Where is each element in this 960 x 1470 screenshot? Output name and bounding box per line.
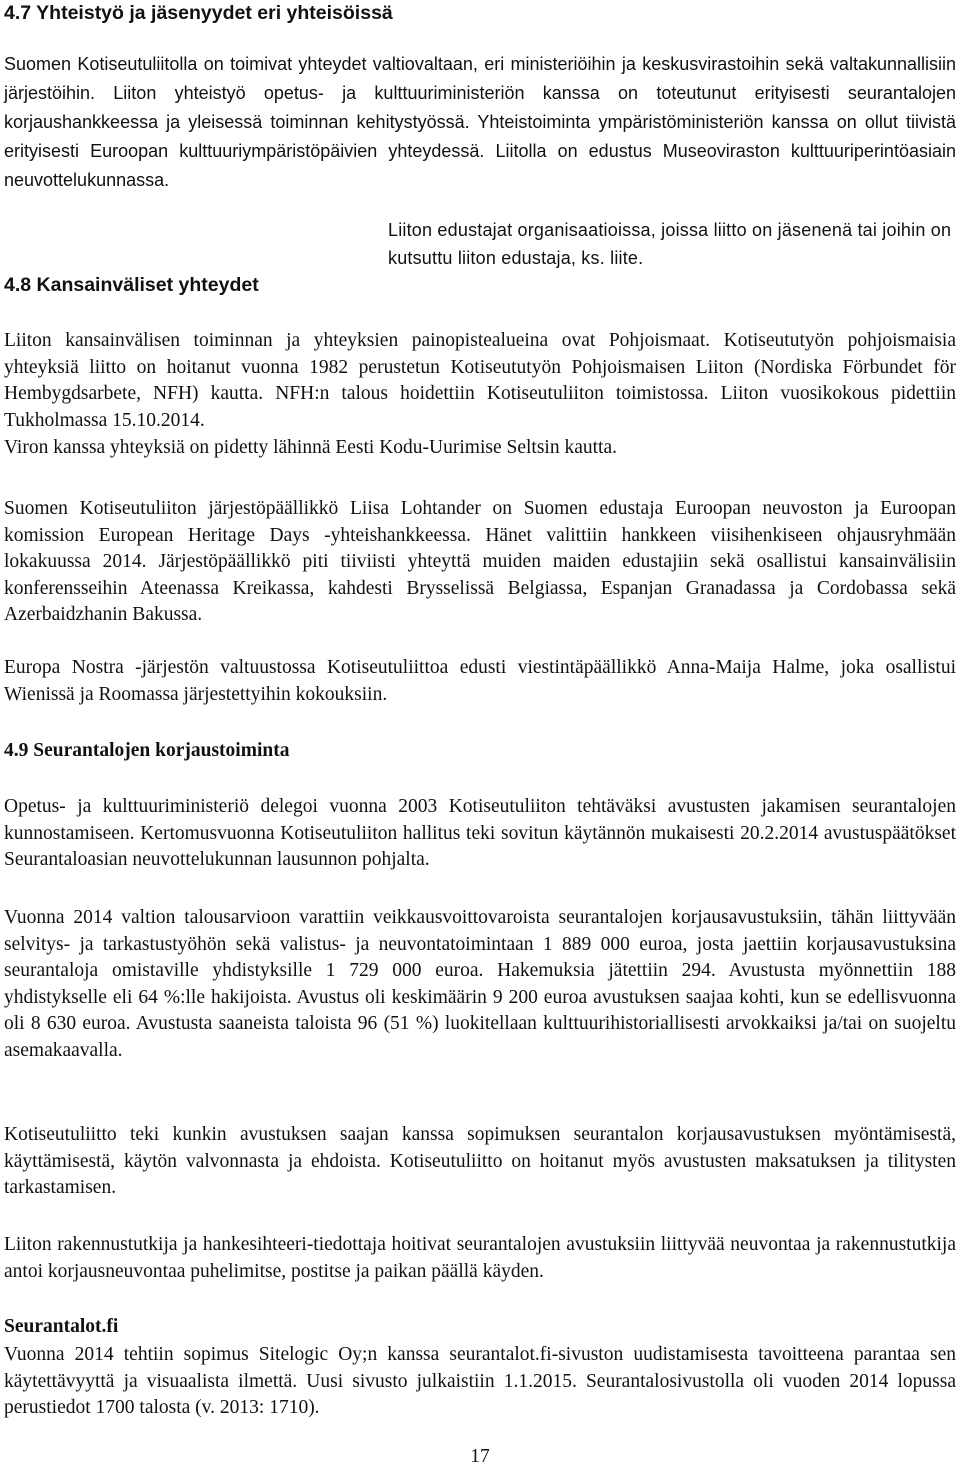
paragraph-europa-nostra: Europa Nostra -järjestön valtuustossa Kotiseutuliittoa edusti viestintäpäällikkö Anna-Maija Halme, joka osallistui Wienissä ja Roomassa järjestettyihin kokouksiin. — [4, 657, 956, 705]
paragraph-budget-2014: Vuonna 2014 valtion talousarvioon varattiin veikkausvoittovaroista seurantalojen korjausavustuksiin, tähän liittyvään selvitys- ja tarkastustyöhön sekä valistus- ja neuvontatoimintaan 1 889 000 euroa, josta jaettiin korjausavustuksina seurantaloja omistaville yhdistyksille 1 729 000 euroa. Hakemuksia jätettiin 294. Avustusta myönnettiin 188 yhdistykselle eli 64 %:lle hakijoista. Avustus oli keskimäärin 9 200 euroa avustuksen saajaa kohti, kun se edellisvuonna oli 8 630 euroa. Avustusta saaneista taloista 96 (51 %) luokitellaan kulttuurihistoriallisesti arvokkaiksi ja/tai on suojeltu asemakaavalla. — [4, 907, 956, 1061]
section-heading-4-9: 4.9 Seurantalojen korjaustoiminta — [4, 740, 290, 761]
paragraph-cooperation: Suomen Kotiseutuliitolla on toimivat yhteydet valtiovaltaan, eri ministeriöihin ja keskusvirastoihin sekä valtakunnallisiin järjestöihin. Liiton yhteistyö opetus- ja kulttuuriministeriön kanssa on toteutunut erityisesti seurantalojen korjaushankkeessa ja yleisessä toiminnan kehitystyössä. Yhteistoiminta ympäristöministeriön kanssa on ollut tiivistä erityisesti Euroopan kulttuuriympäristöpäivien yhteydessä. Liitolla on edustus Museoviraston kulttuuriperintöasiain neuvottelukunnassa. — [4, 54, 956, 190]
paragraph-estonia-relations: Viron kanssa yhteyksiä on pidetty lähinnä Eesti Kodu-Uurimise Seltsin kautta. — [4, 437, 617, 458]
paragraph-advisory: Liiton rakennustutkija ja hankesihteeri-tiedottaja hoitivat seurantalojen avustuksiin liittyvää neuvontaa ja rakennustutkija antoi korjausneuvontaa puhelimitse, postitse ja paikan päällä käyden. — [4, 1234, 956, 1282]
section-heading-4-8: 4.8 Kansainväliset yhteydet — [4, 274, 259, 296]
paragraph-delegation: Opetus- ja kulttuuriministeriö delegoi vuonna 2003 Kotiseutuliiton tehtäväksi avustusten jakamisen seurantalojen kunnostamiseen. Kertomusvuonna Kotiseutuliiton hallitus teki sovitun käytännön mukaisesti 20.2.2014 avustuspäätökset Seurantaloasian neuvottelukunnan lausunnon pohjalta. — [4, 796, 956, 870]
paragraph-nordic-relations: Liiton kansainvälisen toiminnan ja yhteyksien painopistealueina ovat Pohjoismaat. Kotiseututyön pohjoismaisia yhteyksiä liitto on hoitanut vuonna 1982 perustetun Kotiseututyön Pohjoismaisen Liiton (Nordiska Förbundet för Hembygdsarbete, NFH) kautta. NFH:n talous hoidettiin Kotiseutuliiton toimistossa. Liiton vuosikokous pidettiin Tukholmassa 15.10.2014. — [4, 330, 956, 431]
paragraph-european-heritage-days: Suomen Kotiseutuliiton järjestöpäällikkö Liisa Lohtander on Suomen edustaja Euroopan neuvoston ja Euroopan komission European Heritage Days -yhteishankkeessa. Hänet valittiin hankkeen viisihenkiseen ohjausryhmään lokakuussa 2014. Järjestöpäällikkö piti tiiviisti yhteyttä muiden maiden edustajiin sekä osallistui kansainvälisiin konferensseihin Ateenassa Kreikassa, kahdesti Brysselissä Belgiassa, Espanjan Granadassa ja Cordobassa sekä Azerbaidzhanin Bakussa. — [4, 498, 956, 625]
paragraph-agreements: Kotiseutuliitto teki kunkin avustuksen saajan kanssa sopimuksen seurantalon korjausavustuksen myöntämisestä, käyttämisestä, käytön valvonnasta ja ehdoista. Kotiseutuliitto on hoitanut myös avustusten maksatuksen ja tilitysten tarkastamisen. — [4, 1124, 956, 1198]
side-note-representatives: Liiton edustajat organisaatioissa, joissa liitto on jäsenenä tai joihin on kutsuttu liiton edustaja, ks. liite. — [388, 220, 952, 268]
page-number: 17 — [470, 1446, 490, 1467]
section-heading-4-7: 4.7 Yhteistyö ja jäsenyydet eri yhteisöissä — [4, 2, 393, 24]
paragraph-seurantalot-site: Vuonna 2014 tehtiin sopimus Sitelogic Oy;n kanssa seurantalot.fi-sivuston uudistamisesta tavoitteena parantaa sen käytettävyyttä ja visuaalista ilmettä. Uusi sivusto julkaistiin 1.1.2015. Seurantalosivustolla oli vuoden 2014 lopussa perustiedot 1700 talosta (v. 2013: 1710). — [4, 1344, 956, 1418]
section-heading-seurantalot: Seurantalot.fi — [4, 1316, 119, 1337]
